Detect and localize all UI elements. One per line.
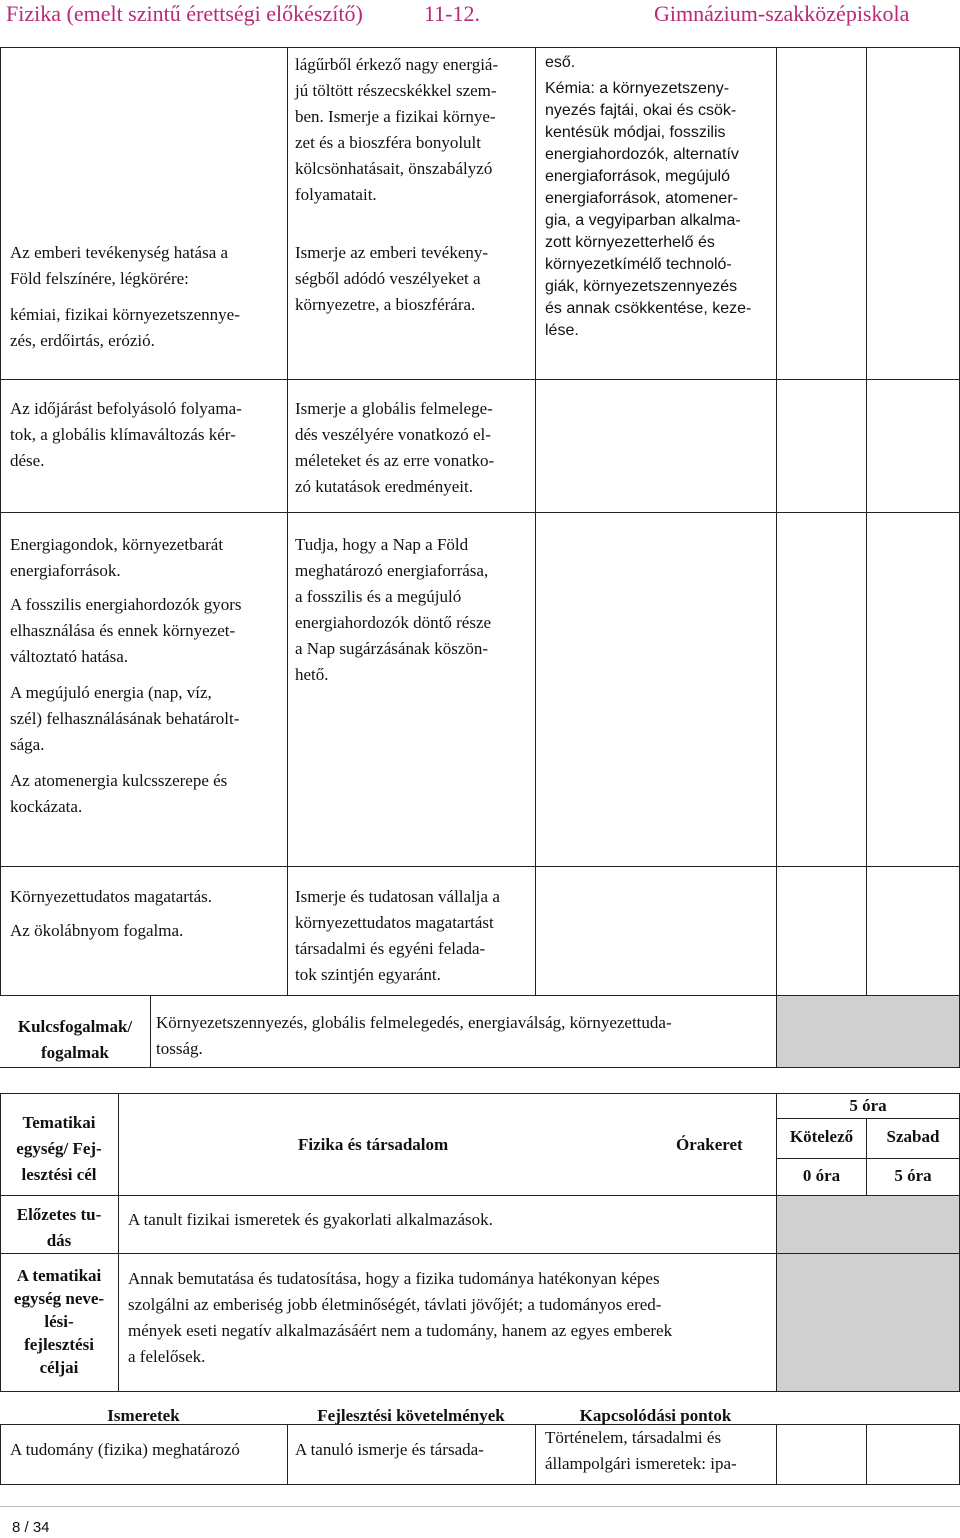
- prereq-text: A tanult fizikai ismeretek és gyakorlati alkalmazások.: [128, 1210, 493, 1229]
- row1-requirement-b: Ismerje az emberi tevékeny- ségből adódó veszélyeket a környezetre, a bioszférára.: [295, 243, 489, 314]
- row1-topic: Az emberi tevékenység hatása a Föld felszínére, légkörére: kémiai, fizikai környezetszennye- zés, erdőirtás, erózió.: [10, 243, 240, 350]
- keyconcepts-label: Kulcsfogalmak/ fogalmak: [17, 1017, 133, 1062]
- free-label: Szabad: [886, 1127, 940, 1146]
- header-left: Fizika (emelt szintű érettségi előkészítő): [6, 1, 363, 26]
- row2-requirement: Ismerje a globális felmelege- dés veszélyére vonatkozó el- méleteket és az erre vonatko- zó kutatások eredményeit.: [295, 399, 495, 496]
- goals-label: A tematikai egység neve- lési- fejlesztési céljai: [13, 1266, 105, 1377]
- row3-requirement: Tudja, hogy a Nap a Föld meghatározó energiaforrása, a fosszilis és a megújuló energiahordozók döntő része a Nap sugárzásának köszön- hető.: [295, 535, 492, 684]
- hours-label: Órakeret: [676, 1135, 743, 1154]
- table3-cell-connections: Történelem, társadalmi és állampolgári ismeretek: ipa-: [545, 1428, 737, 1473]
- row4-requirement: Ismerje és tudatosan vállalja a környezettudatos magatartást társadalmi és egyéni felada- tok szintjén egyaránt.: [295, 887, 500, 984]
- unit-title: Fizika és társadalom: [298, 1135, 449, 1154]
- row2-topic: Az időjárást befolyásoló folyama- tok, a globális klímaváltozás kér- dése.: [10, 399, 242, 470]
- keyconcepts-text: Környezetszennyezés, globális felmelegedés, energiaválság, környezettuda- tosság.: [156, 1013, 672, 1058]
- page-header: [6, 0, 363, 28]
- page-number: 8 / 34: [12, 1519, 50, 1536]
- row4-topic: Környezettudatos magatartás. Az ökolábnyom fogalma.: [10, 887, 213, 940]
- col-header-connections: Kapcsolódási pontok: [579, 1406, 732, 1425]
- prereq-label: Előzetes tu- dás: [16, 1205, 102, 1250]
- keyconcepts-gray-cell: [777, 996, 959, 1067]
- goals-text: Annak bemutatása és tudatosítása, hogy a fizika tudománya hatékonyan képes szolgálni az emberiség jobb életminőségét, távlati jövőjét; a tudományos ered- mények eseti negatív alkalmazásáért nem a tudomány, hanem az egyes emberek a felelősek.: [128, 1269, 673, 1366]
- col-header-requirements: Fejlesztési követelmények: [317, 1406, 505, 1425]
- mandatory-hours: 0 óra: [802, 1166, 841, 1185]
- header-middle: 11-12.: [424, 1, 481, 26]
- col-header-knowledge: Ismeretek: [107, 1406, 180, 1425]
- unit-gray-cells: [777, 1196, 959, 1391]
- table3-cell-knowledge: A tudomány (fizika) meghatározó: [10, 1440, 240, 1459]
- unit-label: Tematikai egység/ Fej- lesztési cél: [16, 1113, 102, 1184]
- row1-requirement-a: lágűrből érkező nagy energiá- jú töltött részecskékkel szem- ben. Ismerje a fizikai környe- zet és a bioszféra bonyolult kölcsönhatásait, önszabályzó folyamatait.: [295, 55, 499, 204]
- row3-topic: Energiagondok, környezetbarát energiaforrások. A fosszilis energiahordozók gyors elhasználása és ennek környezet- változtató hatása. A megújuló energia (nap, víz, szél) felhasználásának behatárolt- sága. Az atomenergia kulcsszerepe és kockázata.: [10, 535, 242, 816]
- row1-connections: eső. Kémia: a környezetszeny- nyezés fajtái, okai és csök- kentésük módjai, fosszilis energiahordozók, alternatív energiaforrások, megújuló energiaforrások, atomener- gia, a vegyiparban alkalma- zott környezetterhelő és környezetkímélő technoló- giák, környezetszennyezés és annak csökkentése, keze- lése.: [545, 54, 752, 339]
- mandatory-label: Kötelező: [789, 1127, 854, 1146]
- table3-cell-requirement: A tanuló ismerje és társada-: [295, 1440, 484, 1459]
- hours-total: 5 óra: [849, 1096, 887, 1115]
- header-right: Gimnázium-szakközépiskola: [654, 1, 910, 26]
- free-hours: 5 óra: [894, 1166, 932, 1185]
